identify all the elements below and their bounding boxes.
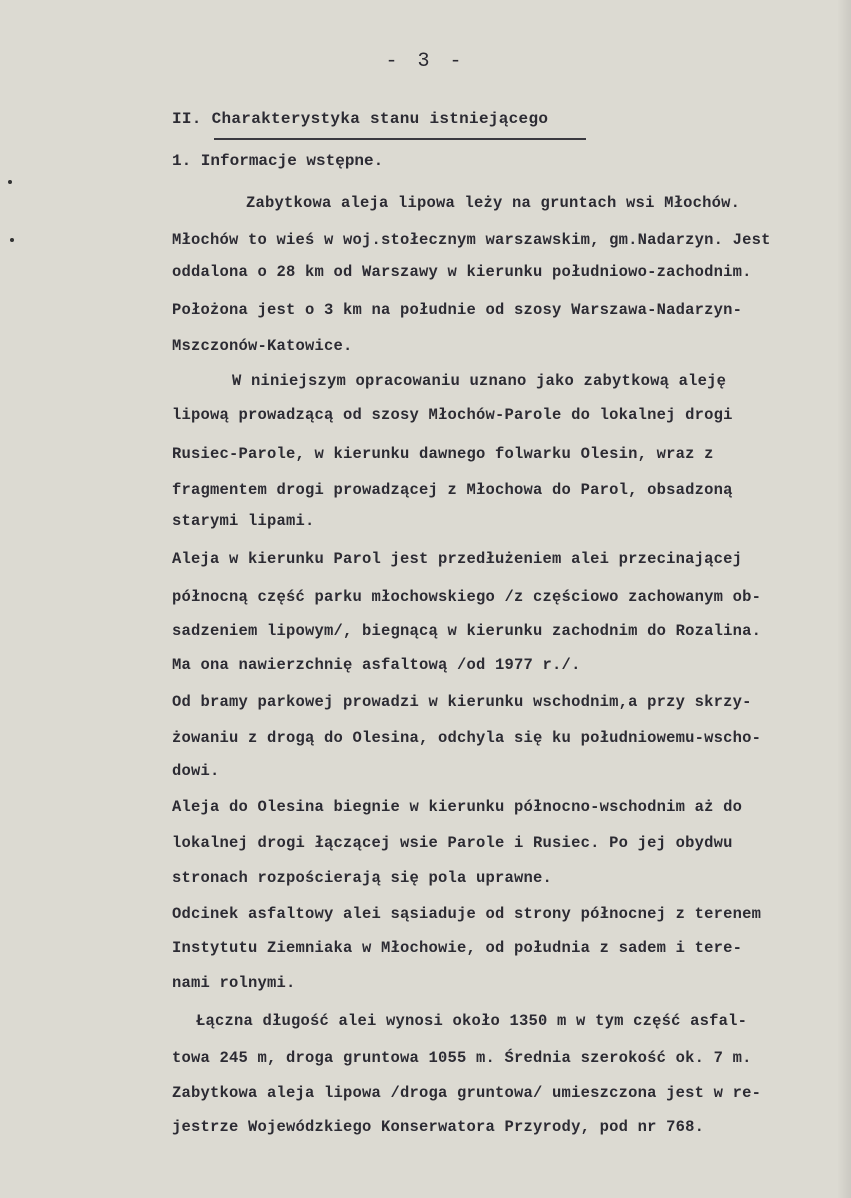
text-line: Instytutu Ziemniaka w Młochowie, od południa z sadem i tere- <box>172 939 743 957</box>
text-line: dowi. <box>172 762 220 780</box>
text-line: Zabytkowa aleja lipowa leży na gruntach wsi Młochów. <box>246 194 741 212</box>
text-line: Od bramy parkowej prowadzi w kierunku wschodnim,a przy skrzy- <box>172 693 752 711</box>
text-line: Mszczonów-Katowice. <box>172 337 353 355</box>
text-line: lokalnej drogi łączącej wsie Parole i Rusiec. Po jej obydwu <box>172 834 733 852</box>
text-line: Aleja w kierunku Parol jest przedłużeniem alei przecinającej <box>172 550 743 568</box>
punch-mark <box>8 180 12 184</box>
text-line: Łączna długość alei wynosi około 1350 m w tym część asfal- <box>196 1012 748 1030</box>
text-line: Odcinek asfaltowy alei sąsiaduje od strony północnej z terenem <box>172 905 762 923</box>
heading-underline <box>214 138 586 140</box>
text-line: Rusiec-Parole, w kierunku dawnego folwarku Olesin, wraz z <box>172 445 714 463</box>
text-line: nami rolnymi. <box>172 974 296 992</box>
section-heading: II. Charakterystyka stanu istniejącego <box>172 110 549 128</box>
text-line: fragmentem drogi prowadzącej z Młochowa do Parol, obsadzoną <box>172 481 733 499</box>
text-line: północną część parku młochowskiego /z częściowo zachowanym ob- <box>172 588 762 606</box>
text-line: lipową prowadzącą od szosy Młochów-Parole do lokalnej drogi <box>172 406 733 424</box>
subsection-heading: 1. Informacje wstępne. <box>172 152 384 170</box>
text-line: sadzeniem lipowym/, biegnącą w kierunku zachodnim do Rozalina. <box>172 622 762 640</box>
punch-mark <box>10 238 14 242</box>
text-line: Aleja do Olesina biegnie w kierunku północno-wschodnim aż do <box>172 798 743 816</box>
text-line: Młochów to wieś w woj.stołecznym warszawskim, gm.Nadarzyn. Jest <box>172 231 771 249</box>
text-line: jestrze Wojewódzkiego Konserwatora Przyrody, pod nr 768. <box>172 1118 705 1136</box>
text-line: Zabytkowa aleja lipowa /droga gruntowa/ umieszczona jest w re- <box>172 1084 762 1102</box>
text-line: towa 245 m, droga gruntowa 1055 m. Średnia szerokość ok. 7 m. <box>172 1049 752 1067</box>
text-line: W niniejszym opracowaniu uznano jako zabytkową aleję <box>232 372 727 390</box>
text-line: stronach rozpościerają się pola uprawne. <box>172 869 553 887</box>
text-line: Położona jest o 3 km na południe od szosy Warszawa-Nadarzyn- <box>172 301 743 319</box>
text-line: Ma ona nawierzchnię asfaltową /od 1977 r./. <box>172 656 581 674</box>
text-line: żowaniu z drogą do Olesina, odchyla się ku południowemu-wscho- <box>172 729 762 747</box>
text-line: oddalona o 28 km od Warszawy w kierunku południowo-zachodnim. <box>172 263 752 281</box>
text-line: starymi lipami. <box>172 512 315 530</box>
page-number: - 3 - <box>385 50 466 73</box>
